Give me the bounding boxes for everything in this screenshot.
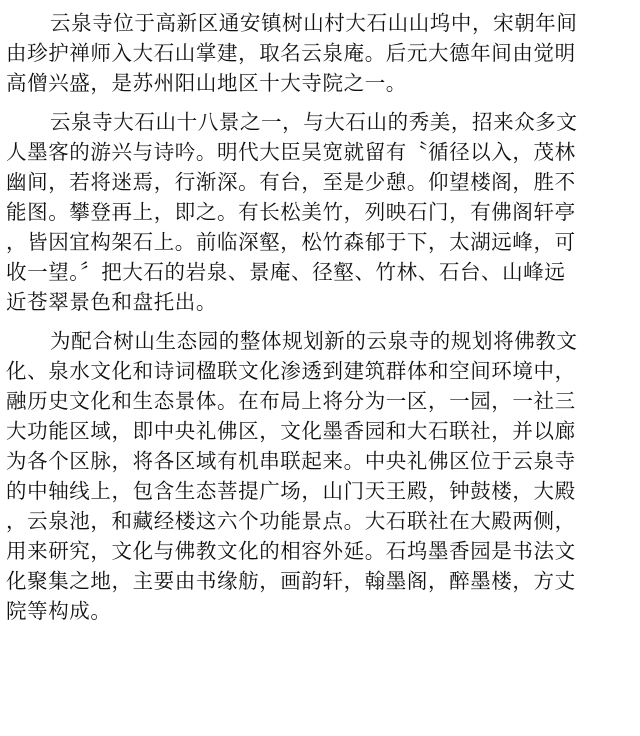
text-line: 云泉寺位于高新区通安镇树山村大石山山坞中，宋朝年间 xyxy=(50,11,578,35)
text-line: 为配合树山生态园的整体规划新的云泉寺的规划将佛教文 xyxy=(50,329,578,353)
text-line: ，云泉池，和藏经楼这六个功能景点。大石联社在大殿两侧， xyxy=(6,509,576,533)
text-line: 融历史文化和生态景体。在布局上将分为一区，一园，一社三 xyxy=(6,389,576,413)
text-line: 由珍护禅师入大石山掌建，取名云泉庵。后元大德年间由觉明 xyxy=(6,41,576,65)
text-line: 大功能区域，即中央礼佛区，文化墨香园和大石联社，并以廊 xyxy=(6,419,576,443)
text-line: 能图。攀登再上，即之。有长松美竹，列映石门，有佛阁轩亭 xyxy=(6,200,576,224)
text-line: 化、泉水文化和诗词楹联文化渗透到建筑群体和空间环境中， xyxy=(6,359,576,383)
paragraph-3 xyxy=(6,326,636,626)
paragraph-2 xyxy=(6,107,636,317)
text-line: 高僧兴盛，是苏州阳山地区十大寺院之一。 xyxy=(6,71,407,95)
text-line: ，皆因宜构架石上。前临深壑，松竹森郁于下，太湖远峰，可 xyxy=(6,230,576,254)
text-line: 云泉寺大石山十八景之一，与大石山的秀美，招来众多文 xyxy=(50,110,578,134)
text-line: 用来研究，文化与佛教文化的相容外延。石坞墨香园是书法文 xyxy=(6,539,576,563)
text-line: 近苍翠景色和盘托出。 xyxy=(6,290,217,314)
text-line: 为各个区脉，将各区域有机串联起来。中央礼佛区位于云泉寺 xyxy=(6,449,576,473)
paragraph-1 xyxy=(6,8,636,98)
text-line: 的中轴线上，包含生态菩提广场，山门天王殿，钟鼓楼，大殿 xyxy=(6,479,576,503)
text-line: 化聚集之地，主要由书缘舫，画韵轩，翰墨阁，醉墨楼，方丈 xyxy=(6,569,576,593)
text-line: 院等构成。 xyxy=(6,599,112,623)
text-line: 幽间，若将迷焉，行渐深。有台，至是少憩。仰望楼阁，胜不 xyxy=(6,170,576,194)
text-line: 收一望。〞把大石的岩泉、景庵、径壑、竹林、石台、山峰远 xyxy=(6,260,566,284)
text-line: 人墨客的游兴与诗吟。明代大臣吴宽就留有〝循径以入，茂林 xyxy=(6,140,576,164)
